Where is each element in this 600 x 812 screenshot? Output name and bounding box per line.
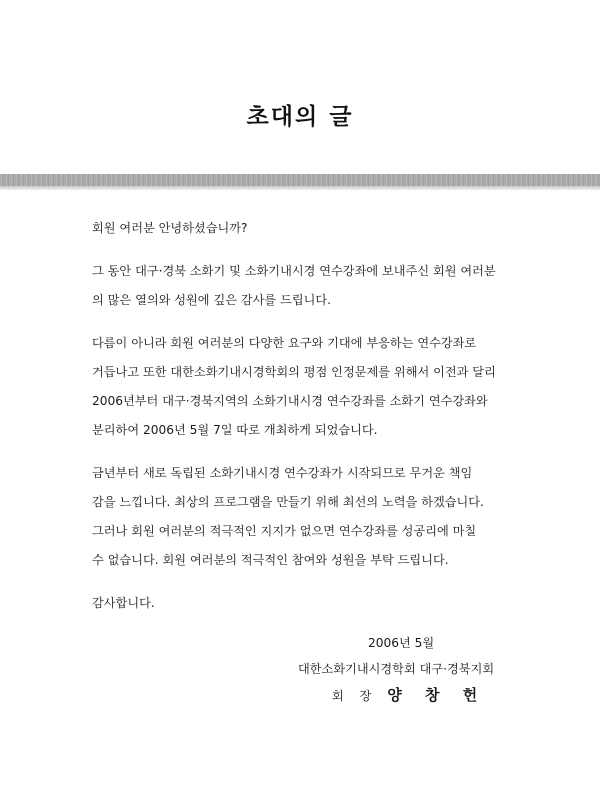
paragraph-line: 감을 느낍니다. 최상의 프로그램을 만들기 위해 최선의 노력을 하겠습니다. <box>92 495 484 509</box>
paragraph-line: 금년부터 새로 독립된 소화기내시경 연수강좌가 시작되므로 무거운 책임 <box>92 466 473 480</box>
paragraph-line: 분리하여 2006년 5월 7일 따로 개최하게 되었습니다. <box>92 423 378 437</box>
paragraph-1 <box>88 257 512 315</box>
closing-paragraph <box>88 589 512 618</box>
paragraph-line: 거듭나고 또한 대한소화기내시경학회의 평점 인정문제를 위해서 이전과 달리 <box>92 365 496 379</box>
signature-date: 2006년 5월 <box>368 636 435 650</box>
paragraph-line: 다름이 아니라 회원 여러분의 다양한 요구와 기대에 부응하는 연수강좌로 <box>92 336 477 350</box>
paragraph-line: 2006년부터 대구·경북지역의 소화기내시경 연수강좌를 소화기 연수강좌와 <box>92 394 488 408</box>
signature-role: 회 장 <box>332 689 378 703</box>
paragraph-line: 의 많은 열의와 성원에 깊은 감사를 드립니다. <box>92 293 332 307</box>
paragraph-line: 그 동안 대구·경북 소화기 및 소화기내시경 연수강좌에 보내주신 회원 여러분 <box>92 264 496 278</box>
section-divider-shadow <box>0 186 600 191</box>
letter-body <box>88 214 512 632</box>
greeting-paragraph <box>88 214 512 243</box>
greeting-text: 회원 여러분 안녕하셨습니까? <box>92 221 248 235</box>
closing-text: 감사합니다. <box>92 596 155 610</box>
signature-block <box>280 630 540 709</box>
paragraph-2 <box>88 329 512 445</box>
signature-role-line <box>332 682 540 709</box>
paragraph-line: 그러나 회원 여러분의 적극적인 지지가 없으면 연수강좌를 성공리에 마칠 <box>92 524 477 538</box>
page-title: 초대의 글 <box>246 104 354 130</box>
paragraph-line: 수 없습니다. 회원 여러분의 적극적인 참여와 성원을 부탁 드립니다. <box>92 553 449 567</box>
signature-name: 양 창 헌 <box>387 686 487 704</box>
paragraph-3 <box>88 459 512 575</box>
signature-organization: 대한소화기내시경학회 대구·경북지회 <box>298 662 495 676</box>
